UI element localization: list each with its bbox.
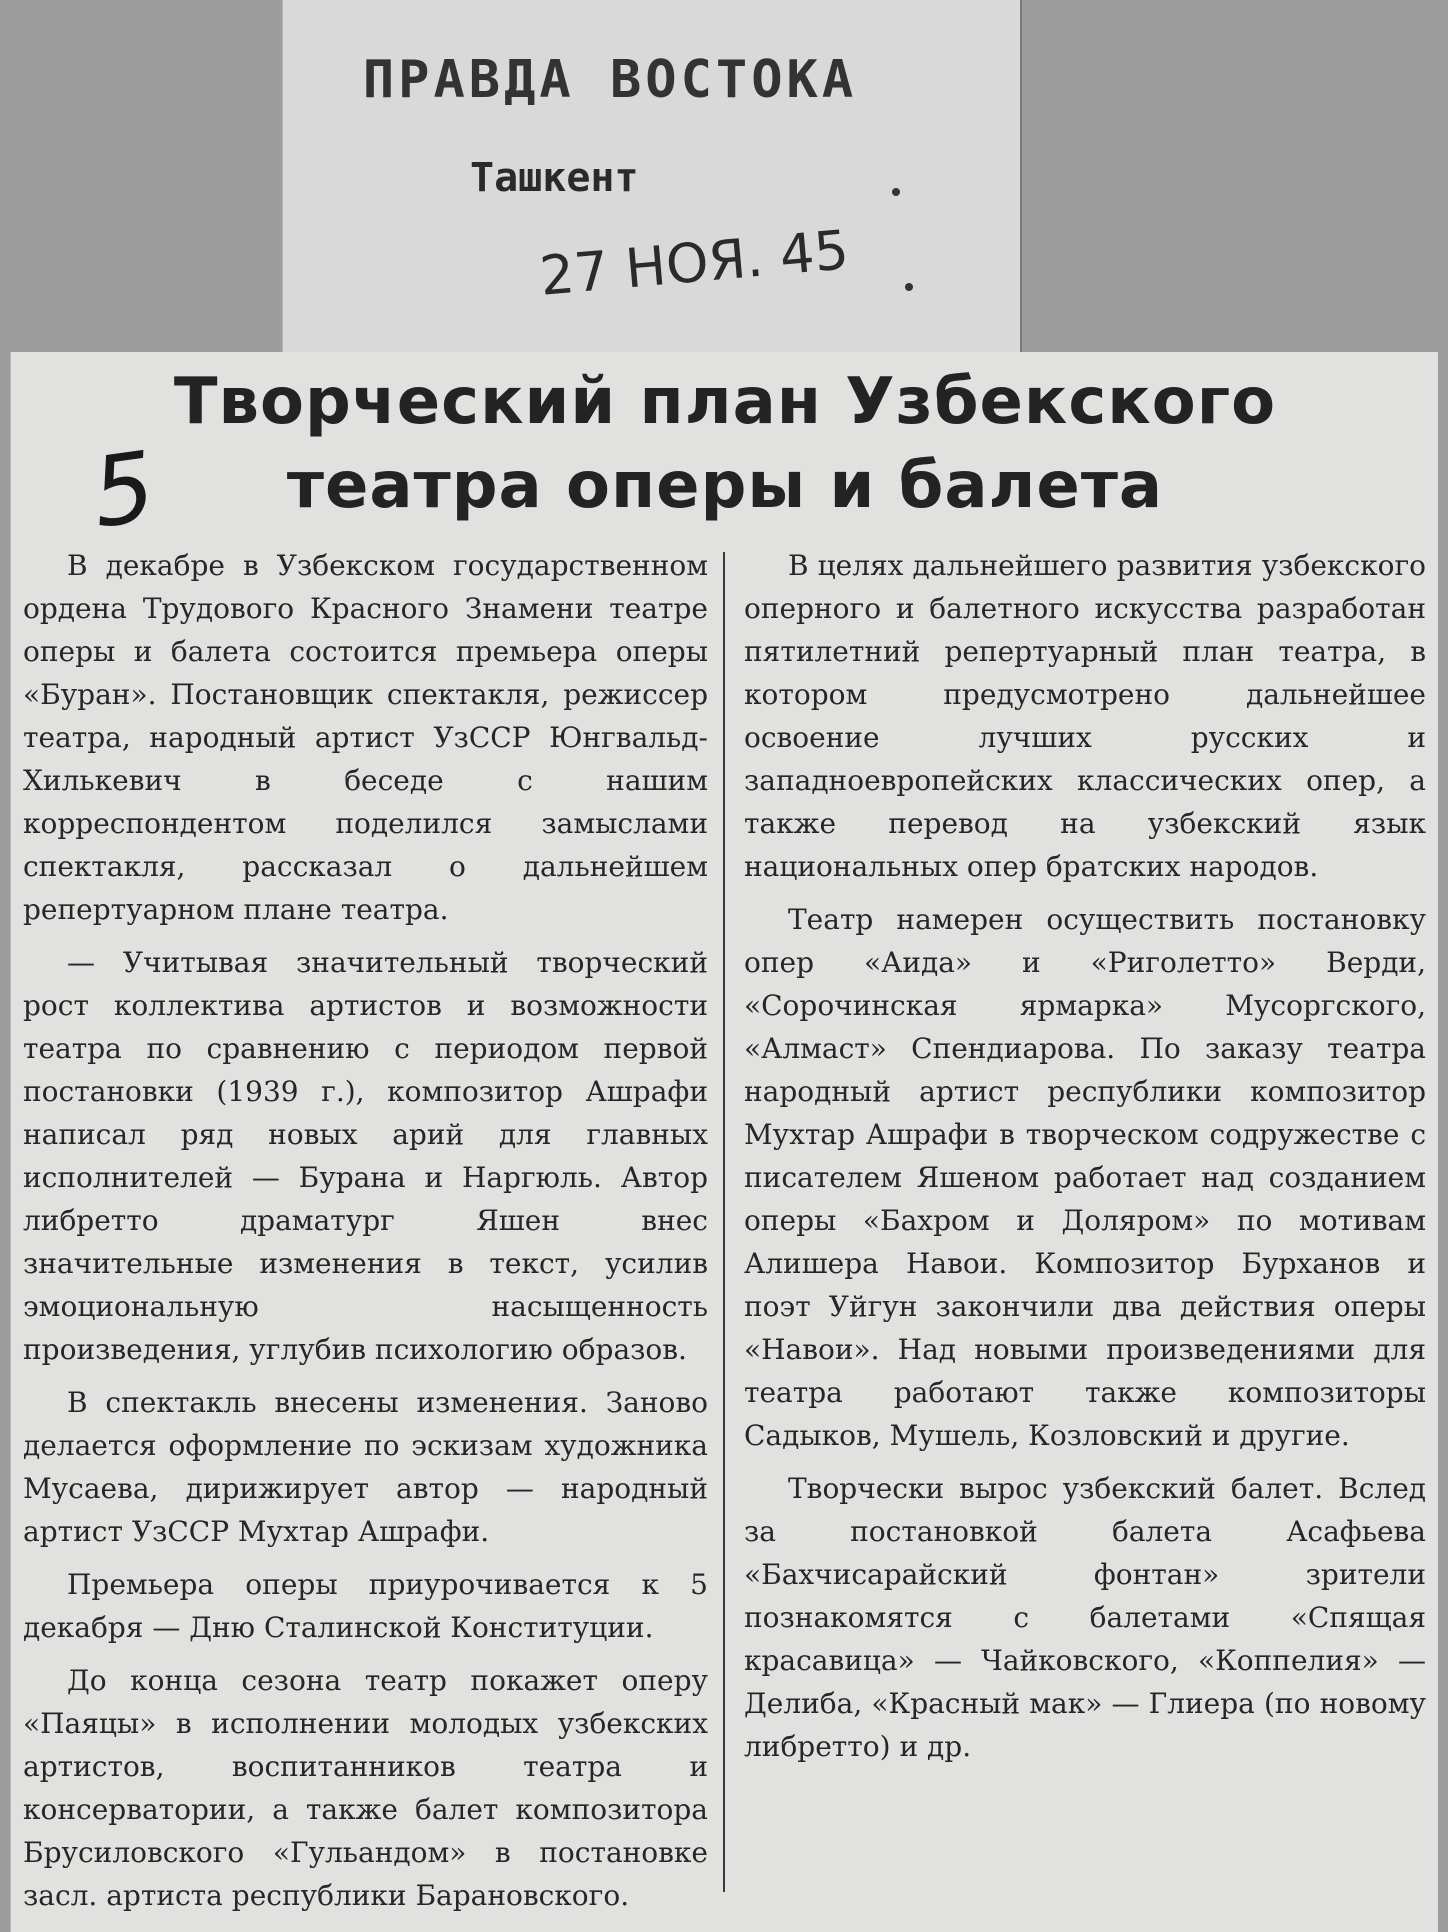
paragraph: Творчески вырос узбекский балет. Вслед за постановкой балета Асафьева «Бахчисарайский фонтан» зрители познакомятся с балетами «Спящая красавица» — Чайковского, «Коппелия» — Делиба, «Красный мак» — Глиера (по новому либретто) и др. xyxy=(744,1472,1426,1763)
article-column-left xyxy=(23,544,708,1927)
newspaper-clipping xyxy=(10,352,1438,1932)
paragraph: Премьера оперы приурочивается к 5 декабря — Дню Сталинской Конституции. xyxy=(23,1568,708,1644)
stamp-dot xyxy=(905,283,913,291)
article-column-right xyxy=(744,544,1426,1778)
date-stamp: 27 НОЯ. 45 xyxy=(537,218,852,308)
headline-line-2: театра оперы и балета xyxy=(286,449,1164,523)
headline-line-1: Творческий план Узбекского xyxy=(173,365,1277,439)
paragraph: — Учитывая значительный творческий рост коллектива артистов и возможности театра по сравнению с периодом первой постановки (1939 г.), композитор Ашрафи написал ряд новых арий для главных исполнителей — Бурана и Наргюль. Автор либретто драматург Яшен внес значительные изменения в текст, усилив эмоциональную насыщенность произведения, углубив психологию образов. xyxy=(23,946,708,1366)
handwritten-number: 5 xyxy=(85,430,162,550)
paragraph: В спектакль внесены изменения. Заново делается оформление по эскизам художника Мусаева, дирижирует автор — народный артист УзССР Мухтар Ашрафи. xyxy=(23,1386,708,1548)
paragraph: В декабре в Узбекском государственном ордена Трудового Красного Знамени театре оперы и балета состоится премьера оперы «Буран». Постановщик спектакля, режиссер театра, народный артист УзССР Юнгвальд-Хилькевич в беседе с нашим корреспондентом поделился замыслами спектакля, рассказал о дальнейшем репертуарном плане театра. xyxy=(23,549,708,926)
city-stamp: Ташкент xyxy=(470,155,639,201)
paragraph: Театр намерен осуществить постановку опер «Аида» и «Риголетто» Верди, «Сорочинская ярмарка» Мусоргского, «Алмаст» Спендиарова. По заказу театра народный артист республики композитор Мухтар Ашрафи в творческом содружестве с писателем Яшеном работает над созданием оперы «Бахром и Доляром» по мотивам Алишера Навои. Композитор Бурханов и поэт Уйгун закончили два действия оперы «Навои». Над новыми произведениями для театра работают также композиторы Садыков, Мушель, Козловский и другие. xyxy=(744,903,1426,1452)
paragraph: В целях дальнейшего развития узбекского оперного и балетного искусства разработан пятилетний репертуарный план театра, в котором предусмотрено дальнейшее освоение лучших русских и западноевропейских классических опер, а также перевод на узбекский язык национальных опер братских народов. xyxy=(744,549,1426,883)
paragraph: До конца сезона театр покажет оперу «Паяцы» в исполнении молодых узбекских артистов, воспитанников театра и консерватории, а также балет композитора Брусиловского «Гульандом» в постановке засл. артиста республики Барановского. xyxy=(23,1664,708,1912)
newspaper-name-stamp: ПРАВДА ВОСТОКА xyxy=(362,50,858,110)
article-headline xyxy=(11,360,1439,528)
stamp-dot xyxy=(892,188,900,196)
column-divider xyxy=(723,552,725,1892)
